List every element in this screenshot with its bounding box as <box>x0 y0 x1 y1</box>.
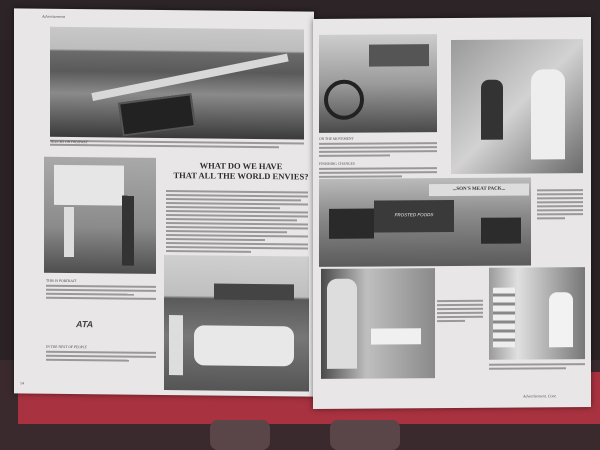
knee-left <box>210 420 270 450</box>
running-head-left: Advertisement <box>42 13 65 19</box>
portrait-caption-label: THIS IS PORTRAIT <box>46 278 77 284</box>
finishing-caption-label: FINISHING CHANGES <box>319 161 355 166</box>
headline <box>166 160 316 182</box>
building-sign: ...SON'S MEAT PACK... <box>429 183 529 196</box>
trailer-text: FROSTED FOODS <box>394 212 434 218</box>
magazine-left-page <box>14 8 314 396</box>
worker-caption <box>437 300 483 324</box>
truck-cab-photo <box>319 34 437 133</box>
movement-caption-label: ON THE MOVEMENT <box>319 136 354 141</box>
magazine-right-page <box>313 17 591 409</box>
movement-caption <box>319 142 437 159</box>
produce-market-photo <box>489 267 585 360</box>
nest-caption-label: IN THE NEST OF PEOPLE <box>46 344 87 350</box>
ata-logo: ATA <box>76 319 94 330</box>
portrait-caption <box>46 285 156 302</box>
tractor-cab <box>329 209 374 239</box>
side-caption <box>537 189 583 221</box>
convertible-car <box>194 325 294 366</box>
truck-silhouette <box>118 93 196 136</box>
tanker-silhouette <box>214 284 294 301</box>
knee-right <box>330 420 400 450</box>
highway-caption <box>50 140 304 151</box>
steering-wheel <box>324 80 364 120</box>
garage-couple-photo <box>44 157 156 274</box>
caption-label: TRUCKS ON HIGHWAY <box>50 139 89 145</box>
worker-delivery-photo <box>321 268 435 379</box>
meat-packing-truck-photo <box>319 177 531 266</box>
highway-truck-photo <box>50 27 304 140</box>
nest-caption <box>46 351 156 364</box>
trailer <box>374 200 454 233</box>
gas-station-car-photo <box>164 255 309 392</box>
headline-line-2: THAT ALL THE WORLD ENVIES? <box>173 170 309 182</box>
women-shopping-photo <box>451 39 583 174</box>
headline-line-1: WHAT DO WE HAVE <box>199 160 283 172</box>
page-number: 14 <box>20 380 24 386</box>
produce-caption <box>489 363 585 372</box>
right-footer: Advertisement. Cont. <box>523 393 557 399</box>
article-body <box>166 190 308 255</box>
